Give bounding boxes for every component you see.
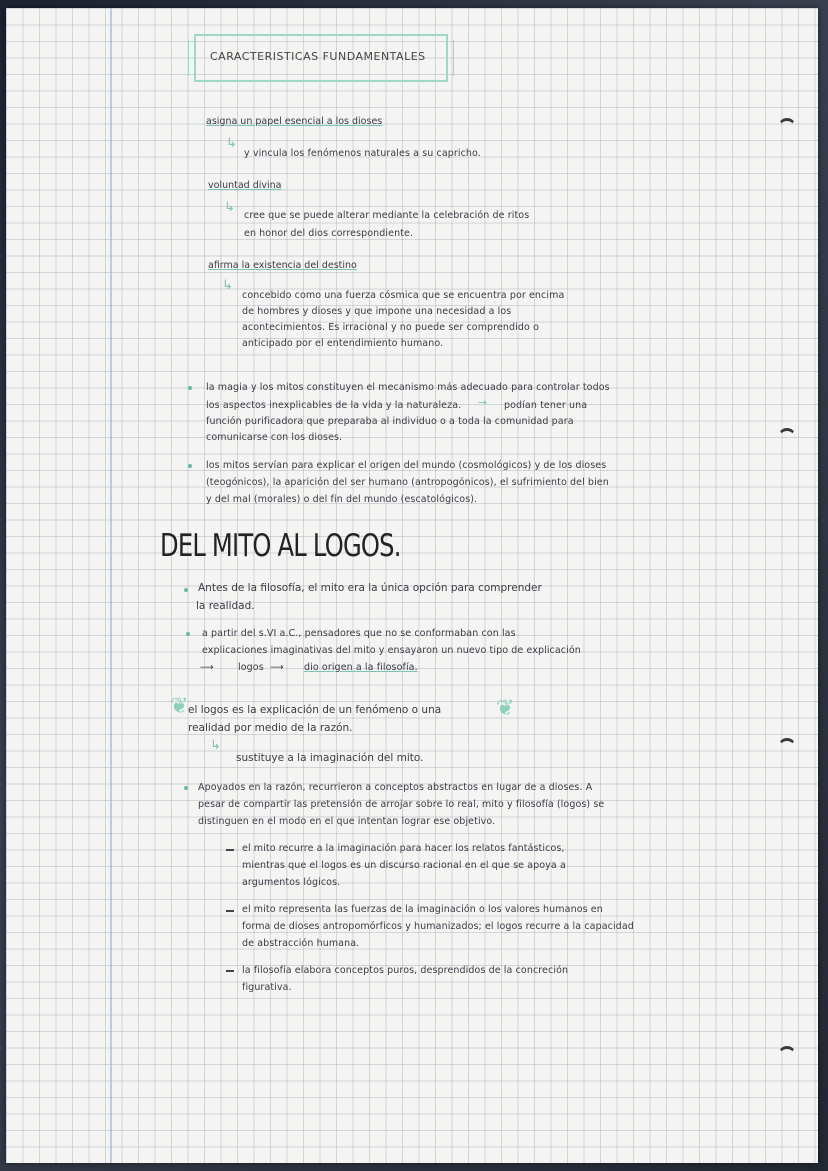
- return-arrow-icon: ↳: [210, 738, 221, 753]
- binder-hole: [778, 428, 796, 446]
- bullet-text: la magia y los mitos constituyen el mecanismo más adecuado para controlar todos: [206, 382, 610, 393]
- dash-text: el mito representa las fuerzas de la imaginación o los valores humanos en: [242, 904, 603, 915]
- binder-hole: [778, 738, 796, 756]
- dash-text: mientras que el logos es un discurso racional en el que se apoya a: [242, 860, 566, 871]
- dash-text: de abstracción humana.: [242, 938, 360, 949]
- return-arrow-icon: ↳: [222, 278, 233, 293]
- bullet-text: los mitos servían para explicar el origen del mundo (cosmológicos) y de los dioses: [206, 460, 607, 471]
- item-text: cree que se puede alterar mediante la celebración de ritos: [244, 210, 530, 221]
- bullet-text: (teogónicos), la aparición del ser humano (antropogónicos), el sufrimiento del bien: [206, 477, 609, 488]
- right-arrow-icon: ⟶: [270, 662, 284, 673]
- dash-bullet: [226, 910, 234, 912]
- bullet-text: explicaciones imaginativas del mito y ensayaron un nuevo tipo de explicación: [202, 645, 581, 656]
- item-heading: voluntad divina: [208, 180, 282, 191]
- bullet: [188, 464, 192, 468]
- bullet-text: a partir del s.VI a.C., pensadores que no se conformaban con las: [202, 628, 516, 639]
- dash-text: figurativa.: [242, 982, 292, 993]
- item-text: de hombres y dioses y que impone una necesidad a los: [242, 306, 512, 317]
- bullet-text: Apoyados en la razón, recurrieron a conceptos abstractos en lugar de a dioses. A: [198, 782, 593, 793]
- bullet-text: función purificadora que preparaba al individuo o a toda la comunidad para: [206, 416, 574, 427]
- bullet-text: pesar de compartir las pretensión de arrojar sobre lo real, mito y filosofía (logos) se: [198, 799, 605, 810]
- item-text: acontecimientos. Es irracional y no puede ser comprendido o: [242, 322, 539, 333]
- definition-text: realidad por medio de la razón.: [188, 722, 353, 734]
- dash-text: el mito recurre a la imaginación para hacer los relatos fantásticos,: [242, 843, 565, 854]
- bullet-text: comunicarse con los dioses.: [206, 432, 343, 443]
- bullet-text: distinguen en el modo en el que intentan lograr ese objetivo.: [198, 816, 496, 827]
- bullet-text: los aspectos inexplicables de la vida y la naturaleza.: [206, 400, 462, 411]
- bullet: [184, 588, 188, 592]
- definition-text: el logos es la explicación de un fenómeno o una: [188, 704, 442, 716]
- item-heading: asigna un papel esencial a los dioses: [206, 116, 383, 127]
- definition-text: sustituye a la imaginación del mito.: [236, 752, 424, 764]
- dash-text: argumentos lógicos.: [242, 877, 341, 888]
- item-text: en honor del dios correspondiente.: [244, 228, 414, 239]
- item-text: anticipado por el entendimiento humano.: [242, 338, 444, 349]
- bullet: [186, 632, 190, 636]
- dash-text: forma de dioses antropomórficos y humanizados; el logos recurre a la capacidad: [242, 921, 634, 932]
- item-text: y vincula los fenómenos naturales a su capricho.: [244, 148, 481, 159]
- bullet-text: podían tener una: [504, 400, 588, 411]
- dash-bullet: [226, 849, 234, 851]
- binder-hole: [778, 118, 796, 136]
- item-text: concebido como una fuerza cósmica que se encuentra por encima: [242, 290, 565, 301]
- return-arrow-icon: ↳: [224, 200, 235, 215]
- right-arrow-icon: ⟶: [200, 662, 214, 673]
- bullet-text: dio origen a la filosofía.: [304, 662, 418, 673]
- dash-text: la filosofía elabora conceptos puros, desprendidos de la concreción: [242, 965, 569, 976]
- bullet-text: Antes de la filosofía, el mito era la única opción para comprender: [198, 582, 542, 594]
- bullet: [184, 786, 188, 790]
- return-arrow-icon: ↳: [226, 136, 237, 151]
- margin-line: [110, 8, 112, 1163]
- section-heading: DEL MITO AL LOGOS.: [160, 528, 401, 564]
- bullet-text: la realidad.: [196, 600, 255, 612]
- bullet: [188, 386, 192, 390]
- right-arrow-icon: →: [478, 396, 488, 409]
- bullet-text: y del mal (morales) o del fin del mundo (escatológicos).: [206, 494, 478, 505]
- dash-bullet: [226, 970, 234, 972]
- page-title: CARACTERISTICAS FUNDAMENTALES: [210, 50, 426, 63]
- bullet-text: logos: [238, 662, 264, 673]
- binder-hole: [778, 1046, 796, 1064]
- leaf-doodle-icon: ❦: [170, 694, 189, 719]
- item-heading: afirma la existencia del destino: [208, 260, 357, 271]
- leaf-doodle-icon: ❦: [496, 696, 515, 721]
